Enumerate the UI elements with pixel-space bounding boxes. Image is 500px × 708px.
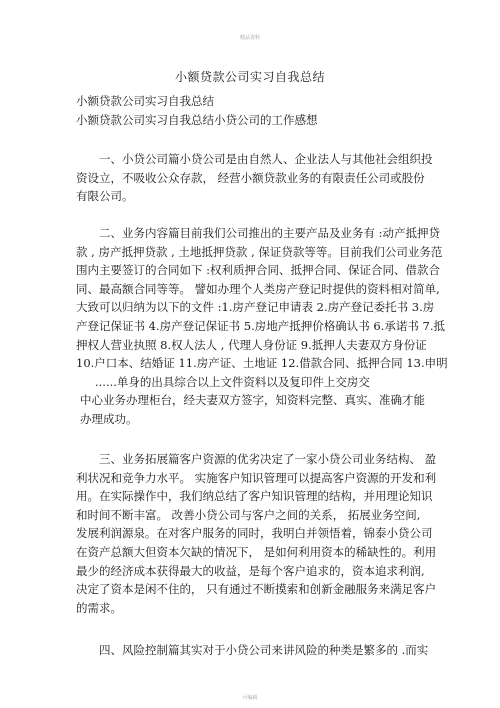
paragraph-line: 一、小贷公司篇小贷公司是由自然人、企业法人与其他社会组织投 (99, 152, 433, 166)
paragraph-line: 二、业务内容篇目前我们公司推出的主要产品及业务有 :动产抵押贷 (99, 226, 441, 240)
paragraph-line: 大致可以归纳为以下的文件 :1.房产登记申请表 2.房产登记委托书 3.房 (76, 300, 435, 315)
subtitle-1: 小额贷款公司实习自我总结 (76, 94, 214, 108)
paragraph-line: 办理成功。 (80, 411, 138, 426)
paragraph-line: 最少的经济成本获得最大的收益，是每个客户追求的，资本追求利润, (76, 563, 425, 578)
paragraph-line: 中心业务办理柜台，经夫妻双方签字，知资料完整、真实、准确才能 (80, 393, 425, 408)
section-small-loan-company (76, 150, 433, 206)
subtitle-2: 小额贷款公司实习自我总结小贷公司的工作感想 (76, 113, 318, 127)
paragraph-line: 和时间不断丰富。 改善小贷公司与客户之间的关系， 拓展业务空间, (76, 507, 421, 522)
paragraph-line: 利状况和竞争力水平。 实施客户知识管理可以提高客户资源的开发和利 (76, 470, 437, 485)
paragraph-line: 产登记保证书 4.房产登记保证书 5.房地产抵押价格确认书 6.承诺书 7.抵 (76, 318, 446, 333)
paragraph-line: 款 , 房产抵押贷款 , 土地抵押贷款 , 保证贷款等等。目前我们公司业务范 (76, 244, 443, 259)
paragraph-line: 同、最高额合同等等。 譬如办理个人类房产登记时提供的资料相对简单, (76, 281, 440, 296)
paragraph-line: 在资产总额大但资本欠缺的情况下， 是如何利用资本的稀缺性的。利用 (76, 544, 437, 559)
paragraph-line: 三、业务拓展篇客户资源的优劣决定了一家小贷公司业务结构、 盈 (99, 452, 437, 466)
paragraph-line: 资设立，不吸收公众存款， 经营小额贷款业务的有限责任公司或股份 (76, 170, 425, 185)
paragraph-line: 围内主要签订的合同如下 :权利质押合同、抵押合同、保证合同、借款合 (76, 263, 441, 278)
section-business-expansion (76, 450, 437, 617)
footer-watermark: 可编辑 (242, 695, 258, 701)
paragraph-line: 用。在实际操作中，我们纳总结了客户知识管理的结构，并用理论知识 (76, 489, 433, 504)
paragraph-line: 发展利润源泉。在对客户服务的同时，我明白并领悟着，锦泰小贷公司 (76, 526, 433, 541)
paragraph-line: 四、风险控制篇其实对于小贷公司来讲风险的种类是繁多的 .而实 (99, 643, 429, 657)
header-watermark: 精品资料 (239, 35, 260, 41)
paragraph-line: 决定了资本是闲不住的， 只有通过不断摸索和创新金融服务来满足客户 (76, 582, 437, 597)
paragraph-line: 的需求。 (76, 600, 122, 615)
section-business-content (76, 224, 448, 429)
document-title: 小额贷款公司实习自我总结 (174, 70, 325, 84)
paragraph-line: 押权人营业执照 8.权人法人 , 代理人身份证 9.抵押人夫妻双方身份证 (76, 337, 427, 352)
paragraph-line: 有限公司。 (76, 189, 134, 204)
section-risk-control (76, 641, 428, 660)
paragraph-line: ......单身的出具综合以上文件资料以及复印件上交房交 (95, 374, 370, 389)
paragraph-line: 10.户口本、结婚证 11.房产证、土地证 12.借款合同、抵押合同 13.申明 (76, 356, 448, 371)
